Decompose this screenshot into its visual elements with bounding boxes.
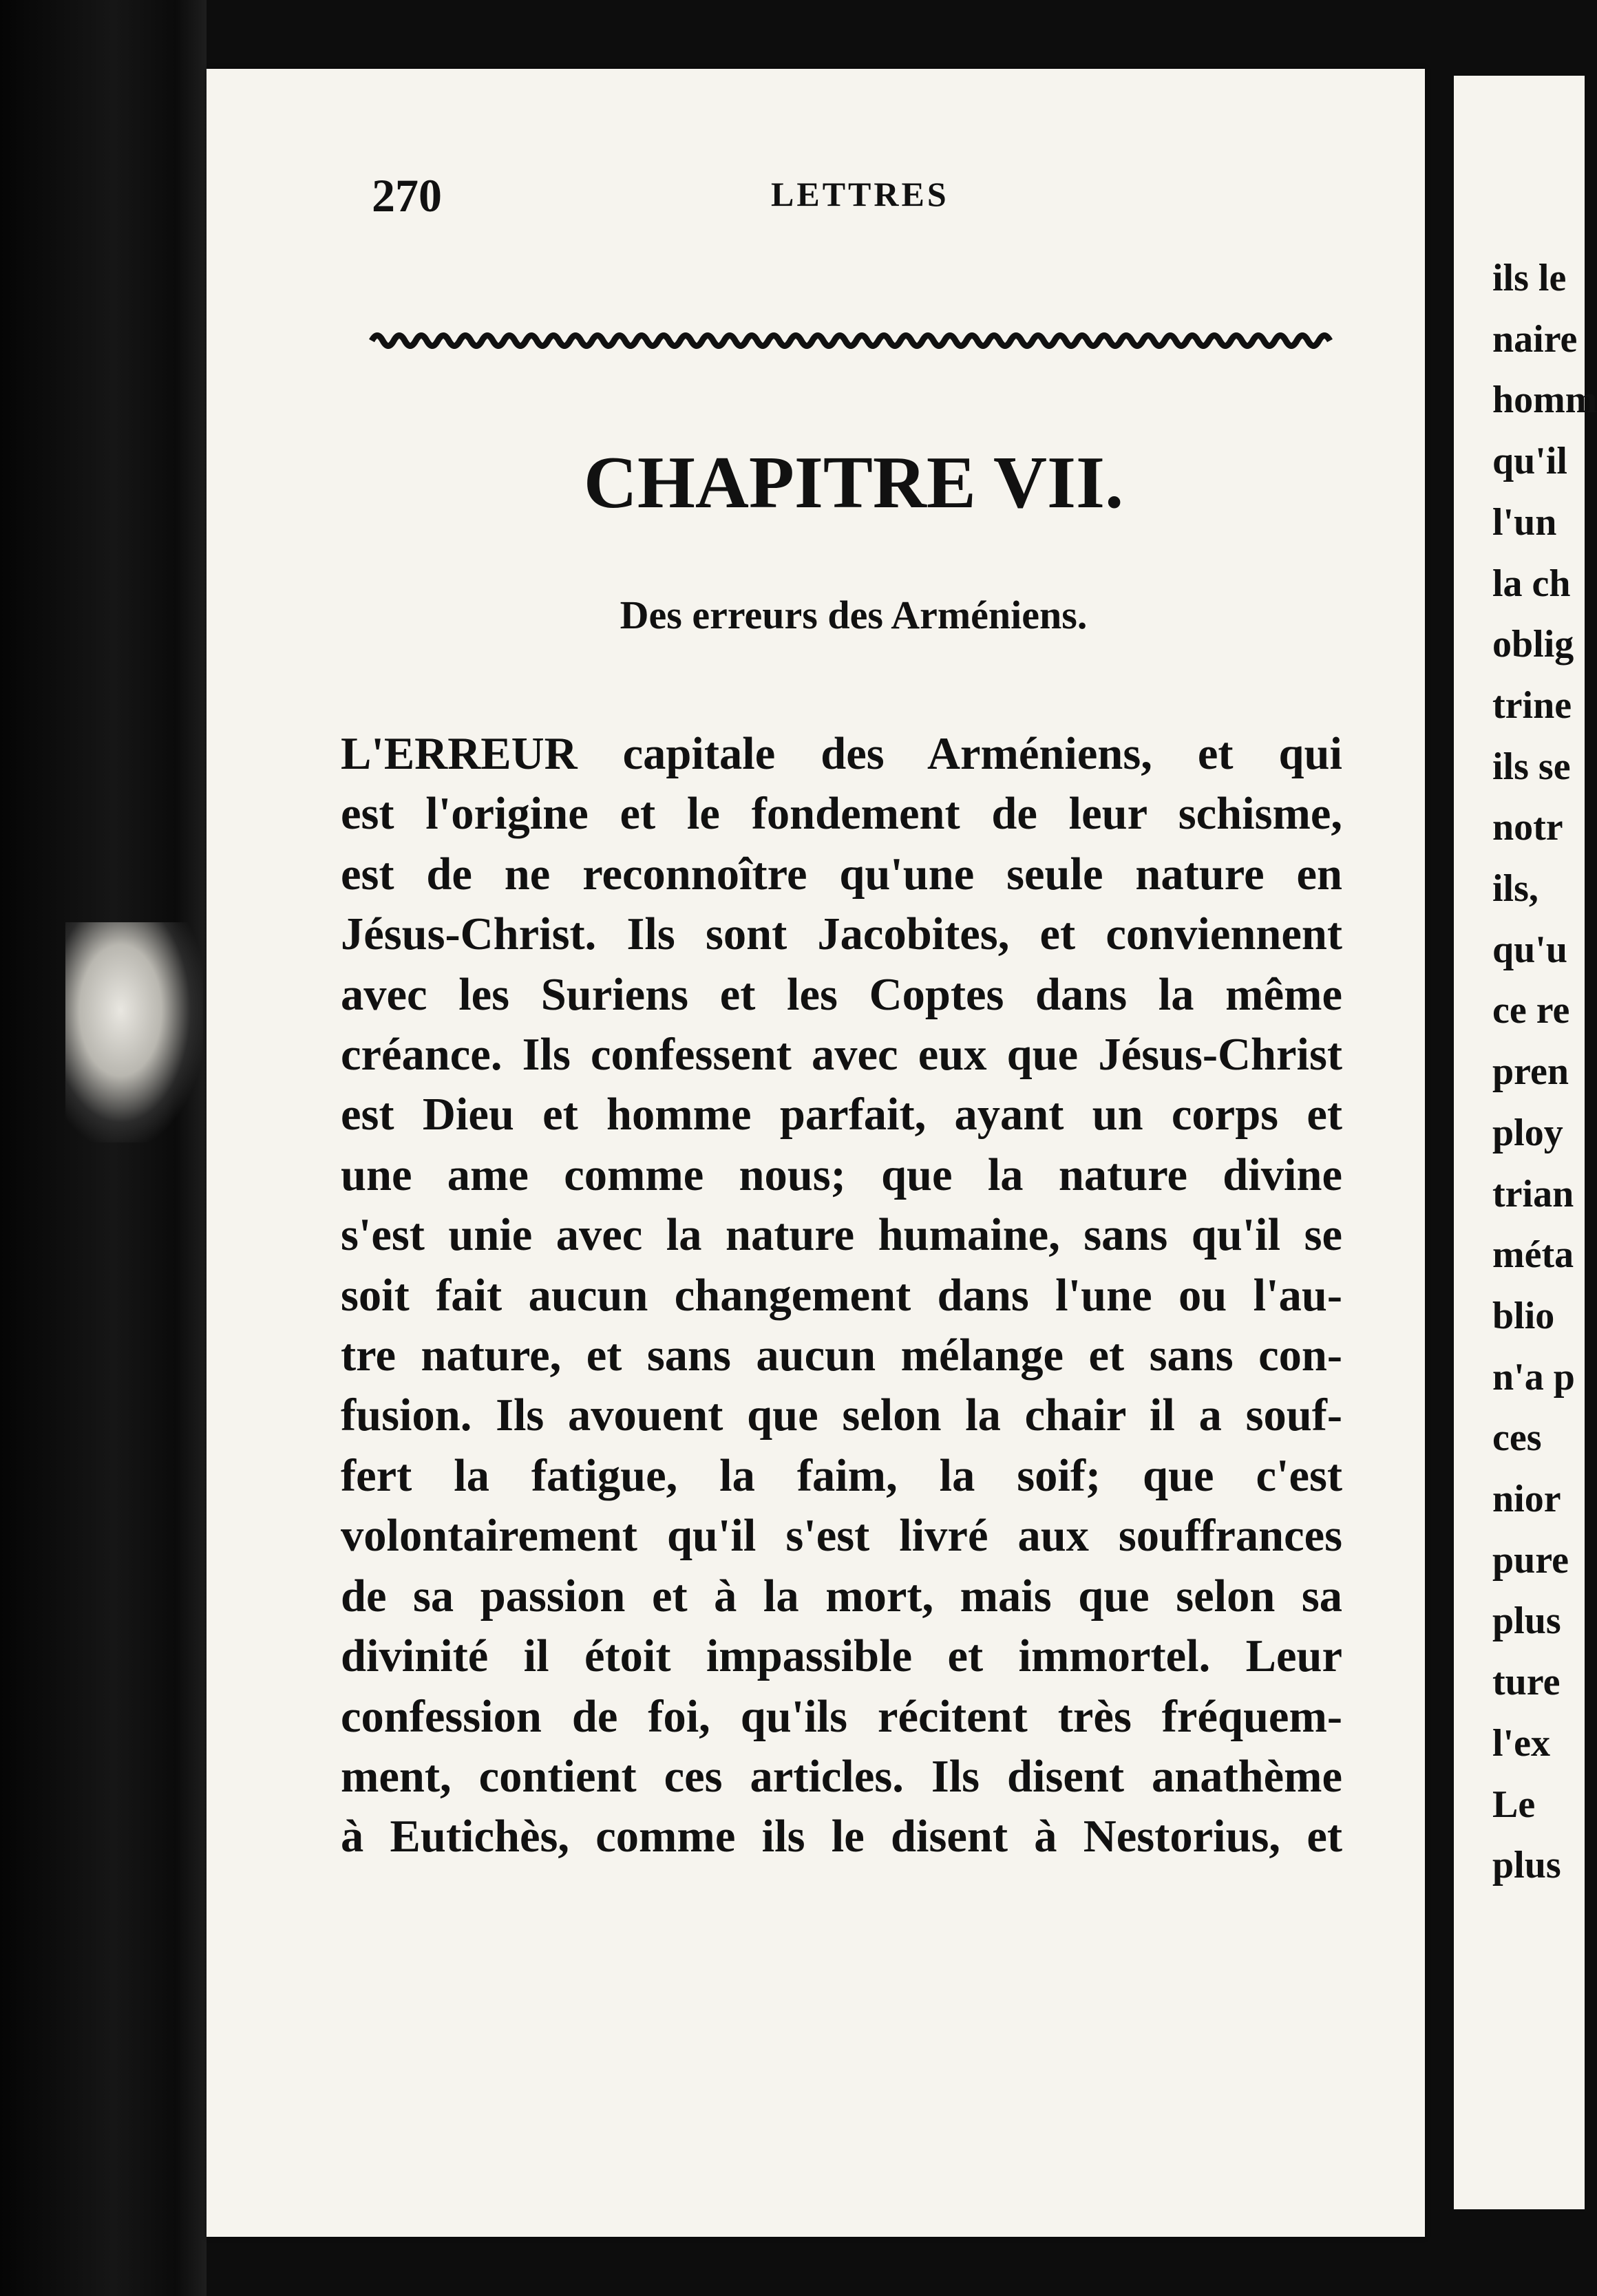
body-line: de sa passion et à la mort, mais que selon sa — [341, 1571, 1342, 1622]
facing-page-line: plus — [1492, 1599, 1561, 1643]
facing-page-line: homm — [1492, 379, 1597, 422]
paper-damage — [65, 922, 203, 1142]
facing-page-line: notr — [1492, 806, 1563, 849]
body-line: L'ERREUR capitale des Arméniens, et qui — [341, 729, 1342, 779]
body-line: est l'origine et le fondement de leur schisme, — [341, 789, 1342, 840]
body-line: à Eutichès, comme ils le disent à Nestorius, et — [341, 1811, 1342, 1862]
facing-page-line: ture — [1492, 1661, 1561, 1704]
facing-page-line: qu'u — [1492, 928, 1567, 971]
facing-page-line: naire — [1492, 317, 1578, 361]
scan-left-edge — [0, 0, 207, 2296]
body-line: Jésus-Christ. Ils sont Jacobites, et conviennent — [341, 909, 1342, 960]
facing-page-line: ces — [1492, 1416, 1542, 1460]
facing-page-line: blio — [1492, 1294, 1555, 1337]
facing-page-text — [1492, 248, 1597, 1896]
facing-page-line: Le — [1492, 1783, 1536, 1826]
body-line: créance. Ils confessent avec eux que Jésus-Christ — [341, 1030, 1342, 1081]
chapter-body — [341, 724, 1342, 1867]
chapter-title: CHAPITRE VII. — [583, 442, 1124, 524]
facing-page-line: trian — [1492, 1172, 1574, 1215]
body-line: fusion. Ils avouent que selon la chair il a souf- — [341, 1390, 1342, 1441]
body-line: volontairement qu'il s'est livré aux souffrances — [341, 1511, 1342, 1562]
body-line: est de ne reconnoître qu'une seule nature en — [341, 849, 1342, 900]
facing-page-line: l'un — [1492, 500, 1557, 544]
body-line: fert la fatigue, la faim, la soif; que c'est — [341, 1450, 1342, 1501]
body-line: avec les Suriens et les Coptes dans la même — [341, 969, 1342, 1020]
facing-page-line: qu'il — [1492, 440, 1567, 483]
page-header — [372, 169, 1349, 224]
running-title: LETTRES — [771, 175, 949, 213]
facing-page-line: l'ex — [1492, 1721, 1550, 1765]
body-line: divinité il étoit impassible et immortel. Leur — [341, 1631, 1342, 1682]
facing-page-line: ce re — [1492, 989, 1570, 1032]
facing-page-line: ils le — [1492, 257, 1567, 299]
facing-page-line: nior — [1492, 1478, 1561, 1521]
body-line: est Dieu et homme parfait, ayant un corps et — [341, 1089, 1342, 1140]
facing-page-line: trine — [1492, 683, 1572, 727]
body-line: une ame comme nous; que la nature divine — [341, 1149, 1342, 1200]
ornamental-rule — [372, 327, 1335, 354]
facing-page-line: ploy — [1492, 1111, 1563, 1154]
facing-page-line: plus — [1492, 1844, 1561, 1887]
body-line: soit fait aucun changement dans l'une ou l'au- — [341, 1270, 1342, 1321]
body-line: tre nature, et sans aucun mélange et sans con- — [341, 1330, 1342, 1381]
facing-page-line: pure — [1492, 1538, 1569, 1582]
facing-page-line: n'a p — [1492, 1355, 1575, 1399]
facing-page-line: ils se — [1492, 745, 1571, 788]
facing-page-line: la ch — [1492, 562, 1571, 605]
facing-page-line: méta — [1492, 1233, 1574, 1277]
body-line: ment, contient ces articles. Ils disent anathème — [341, 1751, 1342, 1802]
facing-page-line: ils, — [1492, 867, 1538, 911]
chapter-subtitle: Des erreurs des Arméniens. — [620, 593, 1088, 637]
body-line: s'est unie avec la nature humaine, sans qu'il se — [341, 1210, 1342, 1261]
facing-page-line: pren — [1492, 1050, 1569, 1094]
facing-page-line: oblig — [1492, 623, 1574, 666]
body-line: confession de foi, qu'ils récitent très fréquem- — [341, 1691, 1342, 1742]
page-number: 270 — [372, 169, 442, 222]
